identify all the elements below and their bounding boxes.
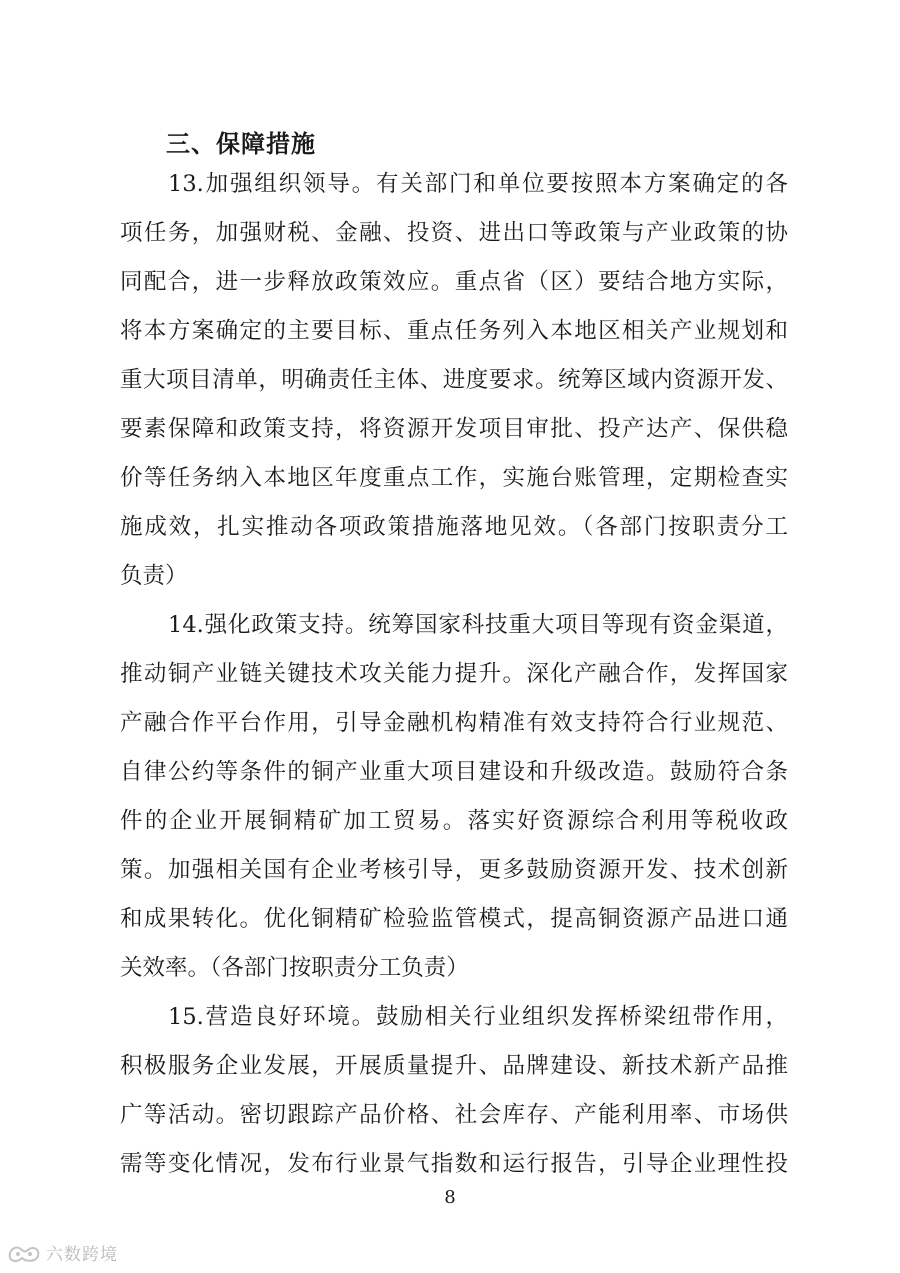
page-number: 8 (444, 1187, 456, 1208)
watermark-logo-icon (6, 1242, 42, 1264)
paragraph-14-line: 推动铜产业链关键技术攻关能力提升。深化产融合作，发挥国家 (120, 661, 788, 687)
paragraph-14-line: 关效率。（各部门按职责分工负责） (120, 955, 469, 981)
paragraph-15-line: 15.营造良好环境。鼓励相关行业组织发挥桥梁纽带作用， (168, 1004, 788, 1030)
paragraph-13-line: 重大项目清单，明确责任主体、进度要求。统筹区域内资源开发、 (120, 367, 788, 393)
paragraph-14-line: 和成果转化。优化铜精矿检验监管模式，提高铜资源产品进口通 (120, 906, 788, 932)
paragraph-15-line: 积极服务企业发展，开展质量提升、品牌建设、新技术新产品推 (120, 1053, 788, 1079)
paragraph-13-line: 项任务，加强财税、金融、投资、进出口等政策与产业政策的协 (120, 220, 788, 246)
paragraph-13-line: 施成效，扎实推动各项政策措施落地见效。（各部门按职责分工 (120, 514, 788, 540)
paragraph-13-line: 13.加强组织领导。有关部门和单位要按照本方案确定的各 (168, 171, 788, 197)
paragraph-15-line: 需等变化情况，发布行业景气指数和运行报告，引导企业理性投 (120, 1151, 788, 1177)
watermark-text: 六数跨境 (46, 1245, 118, 1265)
paragraph-14-line: 策。加强相关国有企业考核引导，更多鼓励资源开发、技术创新 (120, 857, 788, 883)
paragraph-15-line: 广等活动。密切跟踪产品价格、社会库存、产能利用率、市场供 (120, 1102, 788, 1128)
paragraph-14-line: 14.强化政策支持。统筹国家科技重大项目等现有资金渠道， (168, 612, 788, 638)
paragraph-13-line: 价等任务纳入本地区年度重点工作，实施台账管理，定期检查实 (120, 465, 788, 491)
paragraph-13-line: 负责） (120, 563, 188, 589)
paragraph-14-line: 件的企业开展铜精矿加工贸易。落实好资源综合利用等税收政 (120, 808, 788, 834)
paragraph-13-line: 同配合，进一步释放政策效应。重点省（区）要结合地方实际， (120, 269, 788, 295)
paragraph-13-line: 将本方案确定的主要目标、重点任务列入本地区相关产业规划和 (120, 318, 788, 344)
paragraph-13-line: 要素保障和政策支持，将资源开发项目审批、投产达产、保供稳 (120, 416, 788, 442)
paragraph-14-line: 自律公约等条件的铜产业重大项目建设和升级改造。鼓励符合条 (120, 759, 788, 785)
watermark (6, 1240, 118, 1265)
paragraph-14-line: 产融合作平台作用，引导金融机构精准有效支持符合行业规范、 (120, 710, 788, 736)
section-heading: 三、保障措施 (166, 130, 316, 158)
